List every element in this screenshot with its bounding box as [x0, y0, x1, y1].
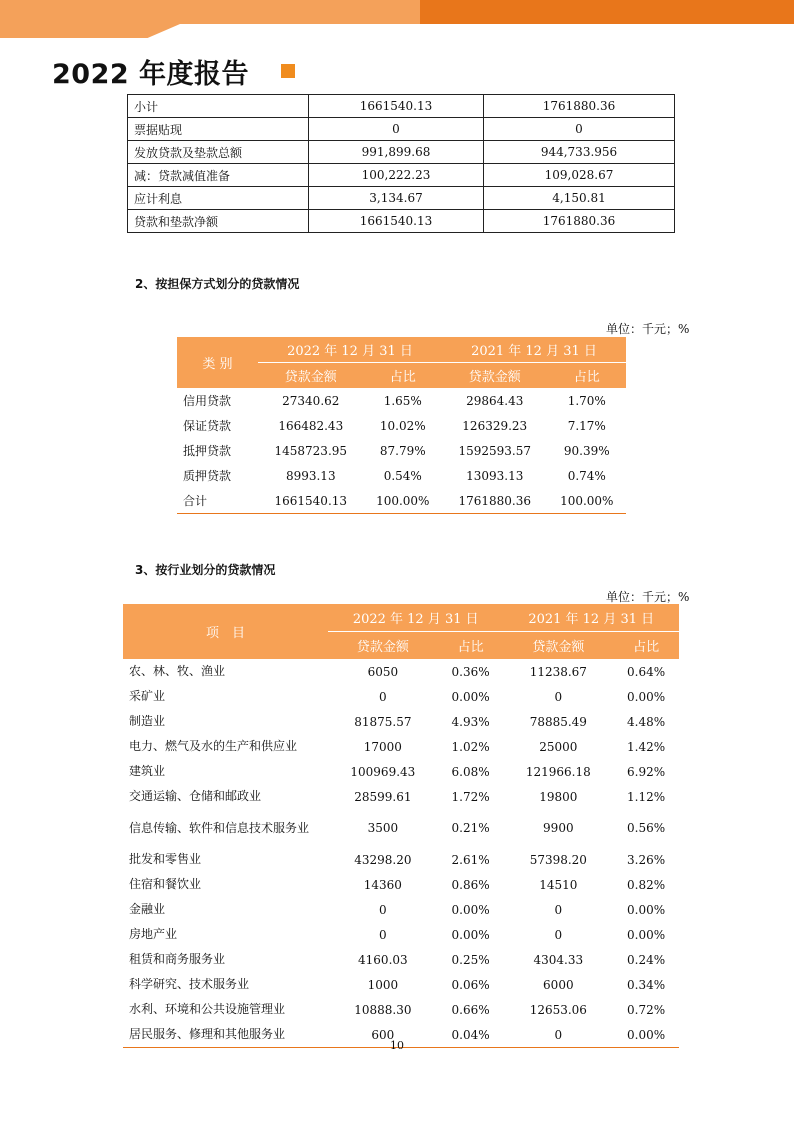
row-label: 交通运输、仓储和邮政业 — [129, 789, 262, 803]
table-cell: 0 — [554, 927, 563, 942]
table-cell: 6.92% — [627, 764, 666, 779]
table-cell: 6.08% — [451, 764, 490, 779]
table-row — [123, 897, 679, 922]
item-header: 项 目 — [123, 604, 328, 659]
row-label: 保证贷款 — [183, 419, 232, 433]
table-cell: 1761880.36 — [484, 95, 675, 118]
table-cell: 1661540.13 — [309, 210, 484, 233]
table-row — [123, 784, 679, 809]
table-row — [123, 872, 679, 897]
table-row — [128, 95, 675, 118]
table-cell: 29864.43 — [466, 393, 524, 408]
table-cell: 0.64% — [627, 664, 666, 679]
industry-loan-table — [123, 604, 679, 1048]
row-label: 信息传输、软件和信息技术服务业 — [129, 820, 310, 835]
table-cell: 0 — [379, 902, 387, 917]
table-cell: 1661540.13 — [258, 488, 364, 514]
row-label: 金融业 — [129, 902, 166, 916]
section3-heading: 3、按行业划分的贷款情况 — [135, 563, 276, 577]
table-cell: 6050 — [367, 664, 399, 679]
table-row — [128, 164, 675, 187]
table-cell: 0.34% — [627, 977, 666, 992]
row-label: 建筑业 — [129, 764, 166, 778]
table-cell: 0.86% — [451, 877, 490, 892]
table-cell: 0 — [379, 689, 387, 704]
row-label: 票据贴现 — [128, 118, 309, 141]
table-cell: 87.79% — [379, 443, 426, 458]
table-cell: 13093.13 — [466, 468, 524, 483]
table-cell: 1.42% — [627, 739, 666, 754]
table-row — [123, 972, 679, 997]
table-cell: 0.00% — [627, 902, 666, 917]
table-row — [177, 438, 626, 463]
table-row — [123, 684, 679, 709]
table-cell: 944,733.956 — [484, 141, 675, 164]
table-cell: 1.70% — [567, 393, 606, 408]
table-row — [177, 413, 626, 438]
table-cell: 90.39% — [563, 443, 610, 458]
table-cell: 78885.49 — [529, 714, 587, 729]
table-cell: 1.02% — [451, 739, 490, 754]
report-title: 2022 年度报告 — [52, 59, 250, 90]
row-label: 批发和零售业 — [129, 852, 202, 866]
row-label: 住宿和餐饮业 — [129, 877, 202, 891]
table-cell: 9900 — [543, 821, 574, 835]
row-label: 制造业 — [129, 714, 166, 728]
table-cell: 109,028.67 — [484, 164, 675, 187]
table-cell: 0.24% — [627, 952, 666, 967]
row-label: 信用贷款 — [183, 394, 232, 408]
table-cell: 3.26% — [627, 852, 666, 867]
table-cell: 1.65% — [383, 393, 422, 408]
table-cell: 8993.13 — [285, 468, 336, 483]
row-label: 减：贷款减值准备 — [128, 164, 309, 187]
table-cell: 0.54% — [383, 468, 422, 483]
table-cell: 43298.20 — [354, 852, 412, 867]
table-cell: 126329.23 — [462, 418, 528, 433]
amount-header: 贷款金额 — [328, 632, 438, 660]
row-label: 应计利息 — [128, 187, 309, 210]
title-square-icon — [281, 64, 295, 78]
table-cell: 0.00% — [613, 1022, 679, 1048]
table-cell: 0.25% — [451, 952, 490, 967]
table-row — [123, 809, 679, 847]
table-cell: 14360 — [363, 877, 402, 892]
table-cell: 10.02% — [379, 418, 426, 433]
table-cell: 3500 — [367, 821, 399, 835]
table-cell: 0.00% — [451, 902, 490, 917]
amount-header: 贷款金额 — [442, 363, 548, 389]
table-row — [123, 922, 679, 947]
row-label: 科学研究、技术服务业 — [129, 977, 250, 991]
table-cell: 0.82% — [627, 877, 666, 892]
table-cell: 27340.62 — [282, 393, 340, 408]
section2-heading: 2、按担保方式划分的贷款情况 — [135, 277, 300, 291]
period-2022-header: 2022 年 12 月 31 日 — [258, 337, 442, 363]
table-cell: 17000 — [363, 739, 402, 754]
table-cell: 7.17% — [567, 418, 606, 433]
period-2021-header: 2021 年 12 月 31 日 — [503, 604, 679, 632]
section3-unit: 单位：千元；% — [606, 590, 690, 604]
row-label: 采矿业 — [129, 689, 166, 703]
row-label: 合计 — [177, 488, 258, 514]
table-cell: 0.00% — [451, 927, 490, 942]
table-cell: 1458723.95 — [274, 443, 348, 458]
table-cell: 3,134.67 — [309, 187, 484, 210]
table-cell: 1.12% — [627, 789, 666, 804]
table-cell: 100.00% — [364, 488, 442, 514]
table-cell: 57398.20 — [529, 852, 587, 867]
table-row — [128, 187, 675, 210]
table-cell: 25000 — [539, 739, 578, 754]
row-label: 水利、环境和公共设施管理业 — [129, 1002, 286, 1016]
table-row — [177, 388, 626, 413]
header-bar-dark — [420, 0, 794, 24]
table-cell: 100.00% — [548, 488, 626, 514]
table-cell: 10888.30 — [354, 1002, 412, 1017]
table-cell: 0 — [554, 689, 563, 704]
ratio-header: 占比 — [613, 632, 679, 660]
row-label: 发放贷款及垫款总额 — [128, 141, 309, 164]
header-bar-light — [0, 0, 420, 24]
row-label: 抵押贷款 — [183, 444, 232, 458]
table-cell: 1761880.36 — [442, 488, 548, 514]
table-cell: 0.04% — [438, 1022, 504, 1048]
period-2021-header: 2021 年 12 月 31 日 — [442, 337, 626, 363]
page-number: 10 — [390, 1039, 404, 1052]
loan-summary-table — [127, 94, 675, 233]
table-row — [123, 759, 679, 784]
table-row — [123, 947, 679, 972]
table-cell: 1592593.57 — [458, 443, 532, 458]
table-cell: 0.06% — [451, 977, 490, 992]
table-cell: 1661540.13 — [309, 95, 484, 118]
table-cell: 166482.43 — [278, 418, 344, 433]
guarantee-loan-table — [177, 337, 626, 514]
table-cell: 4,150.81 — [484, 187, 675, 210]
section2-unit: 单位：千元；% — [606, 322, 690, 336]
table-cell: 600 — [328, 1022, 438, 1048]
table-cell: 100,222.23 — [309, 164, 484, 187]
table-cell: 0 — [503, 1022, 613, 1048]
table-cell: 12653.06 — [529, 1002, 587, 1017]
row-label: 房地产业 — [129, 927, 178, 941]
table-cell: 0.21% — [451, 821, 490, 835]
table-cell: 100969.43 — [350, 764, 416, 779]
table-cell: 1.72% — [451, 789, 490, 804]
table-cell: 6000 — [543, 977, 574, 992]
amount-header: 贷款金额 — [503, 632, 613, 660]
row-label: 居民服务、修理和其他服务业 — [123, 1022, 328, 1048]
table-cell: 0 — [309, 118, 484, 141]
row-label: 农、林、牧、渔业 — [129, 664, 226, 678]
row-label: 质押贷款 — [183, 469, 232, 483]
header-bar-slant — [0, 24, 180, 38]
table-cell: 0.56% — [627, 821, 666, 835]
table-row — [123, 847, 679, 872]
table-cell: 991,899.68 — [309, 141, 484, 164]
table-row — [123, 997, 679, 1022]
table-cell: 1761880.36 — [484, 210, 675, 233]
table-cell: 121966.18 — [525, 764, 591, 779]
table-cell: 0 — [379, 927, 387, 942]
table-cell: 2.61% — [451, 852, 490, 867]
table-cell: 28599.61 — [354, 789, 412, 804]
period-2022-header: 2022 年 12 月 31 日 — [328, 604, 503, 632]
table-row — [128, 210, 675, 233]
table-cell: 0.00% — [627, 689, 666, 704]
row-label: 小计 — [128, 95, 309, 118]
table-cell: 14510 — [539, 877, 578, 892]
table-cell: 4304.33 — [533, 952, 584, 967]
table-cell: 0.00% — [627, 927, 666, 942]
amount-header: 贷款金额 — [258, 363, 364, 389]
ratio-header: 占比 — [364, 363, 442, 389]
table-row — [177, 463, 626, 488]
table-cell: 0.66% — [451, 1002, 490, 1017]
table-row — [123, 659, 679, 684]
table-row — [177, 488, 626, 514]
table-row — [123, 709, 679, 734]
table-cell: 1000 — [367, 977, 399, 992]
ratio-header: 占比 — [438, 632, 504, 660]
table-cell: 11238.67 — [529, 664, 587, 679]
table-cell: 4160.03 — [358, 952, 408, 967]
table-cell: 19800 — [539, 789, 578, 804]
table-cell: 0 — [554, 902, 563, 917]
table-row — [123, 734, 679, 759]
row-label: 租赁和商务服务业 — [129, 952, 226, 966]
table-cell: 0 — [484, 118, 675, 141]
category-header: 类 别 — [177, 337, 258, 388]
table-cell: 81875.57 — [354, 714, 412, 729]
table-cell: 0.74% — [567, 468, 606, 483]
table-row — [128, 118, 675, 141]
table-cell: 4.93% — [451, 714, 490, 729]
table-cell: 0.36% — [451, 664, 490, 679]
row-label: 贷款和垫款净额 — [128, 210, 309, 233]
ratio-header: 占比 — [548, 363, 626, 389]
table-row — [128, 141, 675, 164]
table-cell: 0.00% — [451, 689, 490, 704]
table-cell: 0.72% — [627, 1002, 666, 1017]
row-label: 电力、燃气及水的生产和供应业 — [129, 739, 298, 753]
table-cell: 4.48% — [627, 714, 666, 729]
